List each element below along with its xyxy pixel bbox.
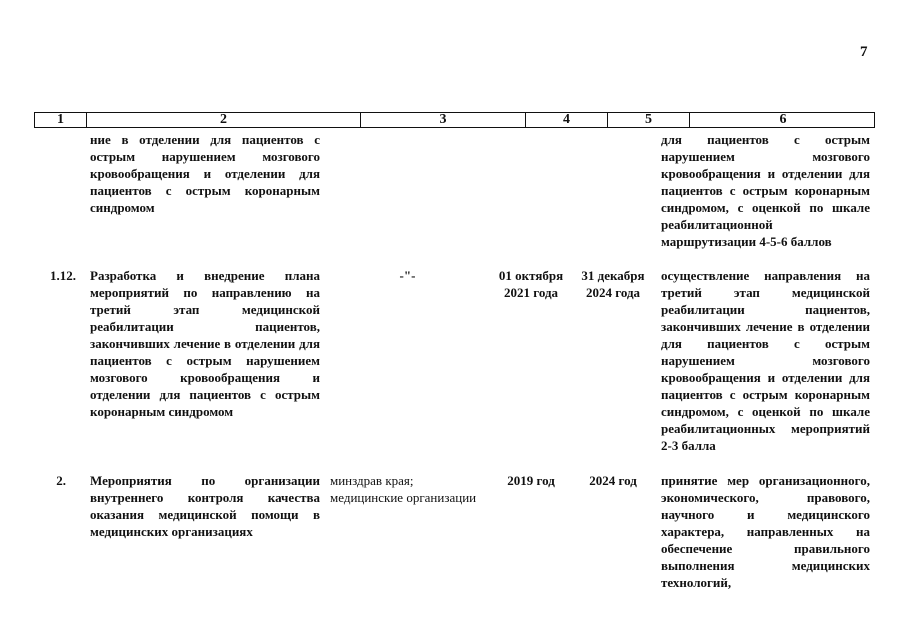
- header-col-5: 5: [607, 113, 689, 127]
- row-start-date: 01 октября 2021 года: [498, 268, 564, 300]
- row-result: принятие мер организационного, экономического, правового, научного и медицинского характера, направленных на обеспечение правильного выполнения медицинских технологий,: [661, 473, 870, 590]
- header-col-6: 6: [689, 113, 876, 127]
- row-description: Разработка и внедрение плана мероприятий по направлению на третий этап медицинской реабилитации пациентов, закончивших лечение в отделении для пациентов с острым нарушением мозгового кровообращения и отделении для пациентов с острым коронарным синдромом: [90, 268, 320, 419]
- row-responsible: -"-: [399, 268, 416, 283]
- page-number: 7: [860, 44, 868, 60]
- header-col-2: 2: [86, 113, 360, 127]
- header-col-1: 1: [57, 112, 64, 127]
- row-description: Мероприятия по организации внутреннего контроля качества оказания медицинской помощи в медицинских организациях: [90, 473, 320, 539]
- header-col-4: 4: [525, 113, 607, 127]
- row-responsible: минздрав края; медицинские организации: [330, 473, 477, 505]
- row-number: 2.: [56, 473, 66, 488]
- table-header: [34, 112, 875, 128]
- row-end-date: 31 декабря 2024 года: [581, 268, 645, 300]
- row-result: осуществление направления на третий этап медицинской реабилитации пациентов, закончивших лечение в отделении для пациентов с острым нарушением мозгового кровообращения и отделении для пациентов с острым коронарным синдромом, с оценкой по шкале реабилитационных мероприятий 2-3 балла: [661, 268, 870, 453]
- row-description: ние в отделении для пациентов с острым нарушением мозгового кровообращения и отделении для пациентов с острым коронарным синдромом: [90, 132, 320, 215]
- row-end-date: 2024 год: [589, 473, 637, 488]
- row-number: 1.12.: [50, 268, 76, 283]
- row-start-date: 2019 год: [507, 473, 555, 488]
- row-result: для пациентов с острым нарушением мозгового кровообращения и отделении для пациентов с острым коронарным синдромом, с оценкой по шкале реабилитационной маршрутизации 4-5-6 баллов: [661, 132, 870, 249]
- header-col-3: 3: [360, 113, 525, 127]
